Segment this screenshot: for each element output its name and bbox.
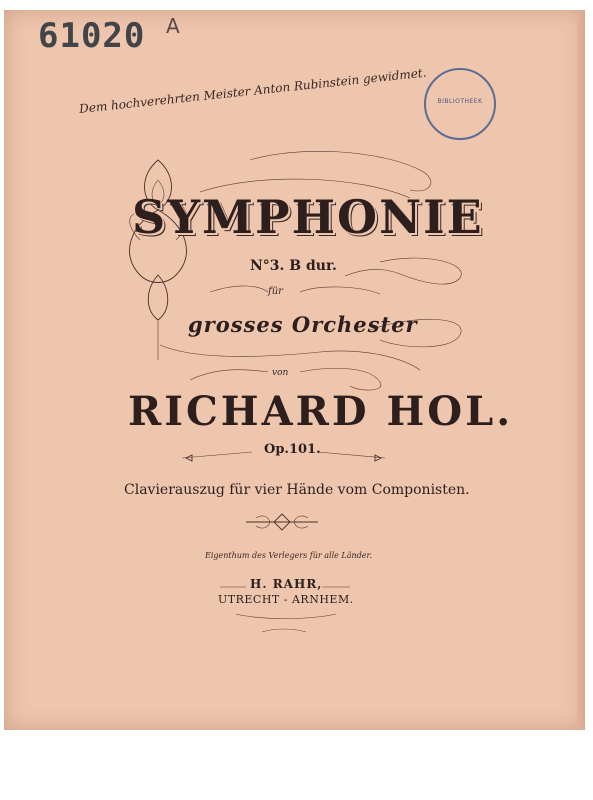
fuer-swirl [210, 286, 380, 294]
opus-number: Op.101. [264, 442, 321, 457]
rights-notice: Eigenthum des Verlegers für alle Länder. [205, 551, 373, 560]
number-swirl [345, 258, 461, 284]
catalog-suffix: A [166, 14, 180, 38]
arrangement-note: Clavierauszug für vier Hände vom Componisten. [124, 482, 470, 498]
publisher-name: H. RAHR, [250, 577, 323, 591]
page-title: SYMPHONIE [132, 190, 484, 244]
publisher-swash [236, 614, 336, 619]
ensemble: grosses Orchester [188, 312, 418, 337]
divider-ornament [246, 514, 318, 530]
catalog-number: 61020 [38, 16, 146, 56]
publisher-cities: UTRECHT - ARNHEM. [218, 593, 354, 606]
publisher-swash-small [262, 629, 306, 632]
symphony-number: N°3. B dur. [250, 258, 337, 274]
title-swirl-top [250, 151, 431, 191]
library-stamp-label: BIBLIOTHEEK [437, 98, 483, 105]
composer-name: RICHARD HOL. [128, 388, 514, 435]
dedication: Dem hochverehrten Meister Anton Rubinstein gewidmet. [78, 65, 428, 116]
for-word: für [268, 286, 283, 297]
by-word: von [272, 368, 289, 378]
orchestra-swirl-bottom [160, 345, 420, 370]
